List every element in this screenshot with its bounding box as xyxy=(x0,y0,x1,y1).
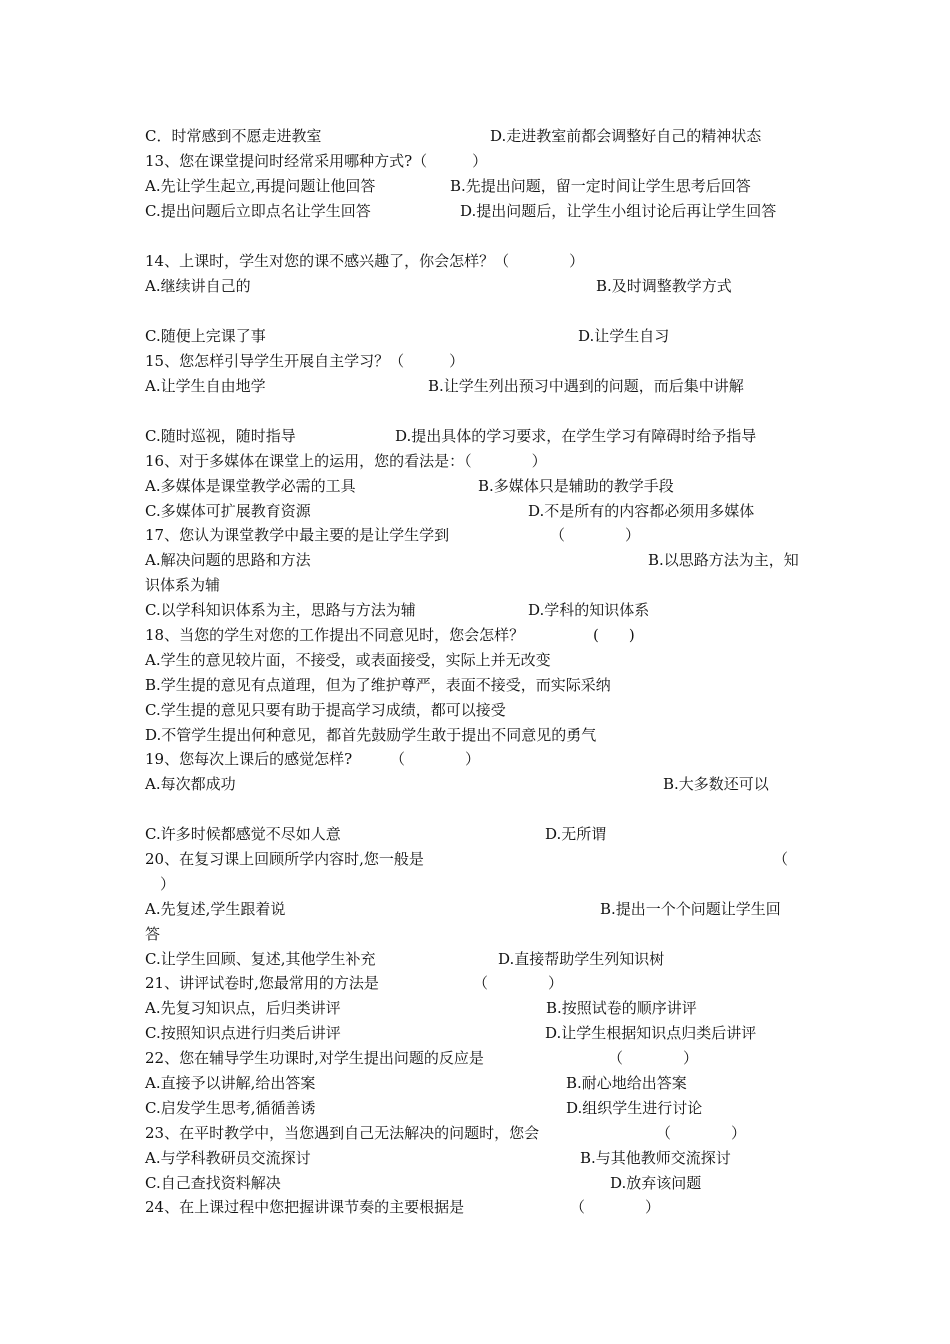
option-d: D.无所谓 xyxy=(545,825,607,843)
option-d: D.组织学生进行讨论 xyxy=(566,1099,703,1117)
option-a: A.先复述,学生跟着说 xyxy=(145,900,286,918)
option-b: B.让学生列出预习中遇到的问题，而后集中讲解 xyxy=(428,377,744,395)
line-q20-options-cd xyxy=(145,947,810,971)
answer-blank: （ ） xyxy=(550,526,641,544)
line-q16-options-cd xyxy=(145,499,810,523)
option-c: C.随时巡视，随时指导 xyxy=(145,427,296,445)
question-22: 22、您在辅导学生功课时,对学生提出问题的反应是 （ ） xyxy=(145,1046,810,1070)
option-d: D.提出问题后，让学生小组讨论后再让学生回答 xyxy=(460,202,777,220)
option-d: D.学科的知识体系 xyxy=(528,601,650,619)
line-q19-options-cd xyxy=(145,822,810,846)
question-18-option-d: D.不管学生提出何种意见，都首先鼓励学生敢于提出不同意见的勇气 xyxy=(145,726,597,744)
question-16: 16、对于多媒体在课堂上的运用，您的看法是：（ ） xyxy=(145,452,547,470)
option-a: A.直接予以讲解,给出答案 xyxy=(145,1074,316,1092)
question-20-blank-continued: ） xyxy=(145,875,176,893)
option-d: D.走进教室前都会调整好自己的精神状态 xyxy=(490,127,762,145)
answer-blank: （ ） xyxy=(656,1124,747,1142)
option-b: B.先提出问题，留一定时间让学生思考后回答 xyxy=(450,177,751,195)
answer-blank: （ ） xyxy=(570,1198,661,1216)
line-q22-options-ab xyxy=(145,1071,810,1095)
line-q23-options-cd xyxy=(145,1171,810,1195)
line-q12-options-cd xyxy=(145,124,810,148)
option-a: A.继续讲自己的 xyxy=(145,277,251,295)
answer-blank: （ ） xyxy=(473,974,564,992)
line-q21-options-cd xyxy=(145,1021,810,1045)
line-q15-options-cd xyxy=(145,424,810,448)
option-b: B.以思路方法为主，知 xyxy=(648,551,799,569)
question-19: 19、您每次上课后的感觉怎样? （ ） xyxy=(145,747,810,771)
option-c: C.随便上完课了事 xyxy=(145,327,266,345)
answer-blank: （ ） xyxy=(608,1049,699,1067)
line-q22-options-cd xyxy=(145,1096,810,1120)
option-d: D.让学生自习 xyxy=(578,327,670,345)
question-18-option-b: B.学生提的意见有点道理，但为了维护尊严，表面不接受，而实际采纳 xyxy=(145,676,611,694)
line-q19-options-ab xyxy=(145,772,810,796)
line-q16-options-ab xyxy=(145,474,810,498)
option-a: A.先复习知识点，后归类讲评 xyxy=(145,999,341,1017)
option-b: B.大多数还可以 xyxy=(663,775,769,793)
option-b: B.耐心地给出答案 xyxy=(566,1074,687,1092)
option-c: C.让学生回顾、复述,其他学生补充 xyxy=(145,950,376,968)
question-17: 17、您认为课堂教学中最主要的是让学生学到 （ ） xyxy=(145,523,810,547)
line-q17-options-cd xyxy=(145,598,810,622)
answer-blank: （ xyxy=(773,850,789,868)
line-q23-options-ab xyxy=(145,1146,810,1170)
answer-blank: ( ) xyxy=(593,626,635,644)
option-a: A.每次都成功 xyxy=(145,775,236,793)
question-18-option-c: C.学生提的意见只要有助于提高学习成绩，都可以接受 xyxy=(145,701,506,719)
question-18-option-a: A.学生的意见较片面，不接受，或表面接受，实际上并无改变 xyxy=(145,651,551,669)
option-d: D.直接帮助学生列知识树 xyxy=(498,950,665,968)
option-a: A.多媒体是课堂教学必需的工具 xyxy=(145,477,356,495)
option-c: C.许多时候都感觉不尽如人意 xyxy=(145,825,341,843)
line-q20-options-ab xyxy=(145,897,810,921)
option-c: C.按照知识点进行归类后讲评 xyxy=(145,1024,341,1042)
line-q15-options-ab xyxy=(145,374,810,398)
line-q20-option-b-continued: 答 xyxy=(145,925,161,943)
question-15: 15、您怎样引导学生开展自主学习？（ ） xyxy=(145,352,465,370)
line-q17-options-ab xyxy=(145,548,810,572)
option-b: B.与其他教师交流探讨 xyxy=(580,1149,731,1167)
line-q13-options-ab xyxy=(145,174,810,198)
option-c: C.自己查找资料解决 xyxy=(145,1174,281,1192)
question-13: 13、您在课堂提问时经常采用哪种方式?（ ） xyxy=(145,152,488,170)
question-14: 14、上课时，学生对您的课不感兴趣了，你会怎样？（ ） xyxy=(145,252,585,270)
option-c: C.启发学生思考,循循善诱 xyxy=(145,1099,316,1117)
option-b: B.按照试卷的顺序讲评 xyxy=(546,999,697,1017)
line-q13-options-cd xyxy=(145,199,810,223)
option-a: A.让学生自由地学 xyxy=(145,377,266,395)
line-q21-options-ab xyxy=(145,996,810,1020)
option-b: B.提出一个个问题让学生回 xyxy=(600,900,781,918)
option-d: D.不是所有的内容都必须用多媒体 xyxy=(528,502,755,520)
line-q17-option-b-continued: 识体系为辅 xyxy=(145,576,221,594)
option-c: C.提出问题后立即点名让学生回答 xyxy=(145,202,371,220)
question-23: 23、在平时教学中，当您遇到自己无法解决的问题时，您会 （ ） xyxy=(145,1121,810,1145)
option-c: C.多媒体可扩展教育资源 xyxy=(145,502,311,520)
line-q14-options-ab xyxy=(145,274,810,298)
option-a: A.解决问题的思路和方法 xyxy=(145,551,311,569)
option-d: D.放弃该问题 xyxy=(610,1174,702,1192)
option-b: B.及时调整教学方式 xyxy=(596,277,732,295)
option-b: B.多媒体只是辅助的教学手段 xyxy=(478,477,674,495)
line-q14-options-cd xyxy=(145,324,810,348)
option-a: A.与学科教研员交流探讨 xyxy=(145,1149,311,1167)
option-c: C．时常感到不愿走进教室 xyxy=(145,127,322,145)
question-18: 18、当您的学生对您的工作提出不同意见时，您会怎样？ ( ) xyxy=(145,623,810,647)
option-a: A.先让学生起立,再提问题让他回答 xyxy=(145,177,376,195)
question-21: 21、讲评试卷时,您最常用的方法是 （ ） xyxy=(145,971,810,995)
option-c: C.以学科知识体系为主，思路与方法为辅 xyxy=(145,601,416,619)
option-d: D.提出具体的学习要求，在学生学习有障碍时给予指导 xyxy=(395,427,757,445)
question-24: 24、在上课过程中您把握讲课节奏的主要根据是 （ ） xyxy=(145,1195,810,1219)
answer-blank: （ ） xyxy=(390,750,481,768)
option-d: D.让学生根据知识点归类后讲评 xyxy=(545,1024,757,1042)
question-20: 20、在复习课上回顾所学内容时,您一般是 （ xyxy=(145,847,810,871)
